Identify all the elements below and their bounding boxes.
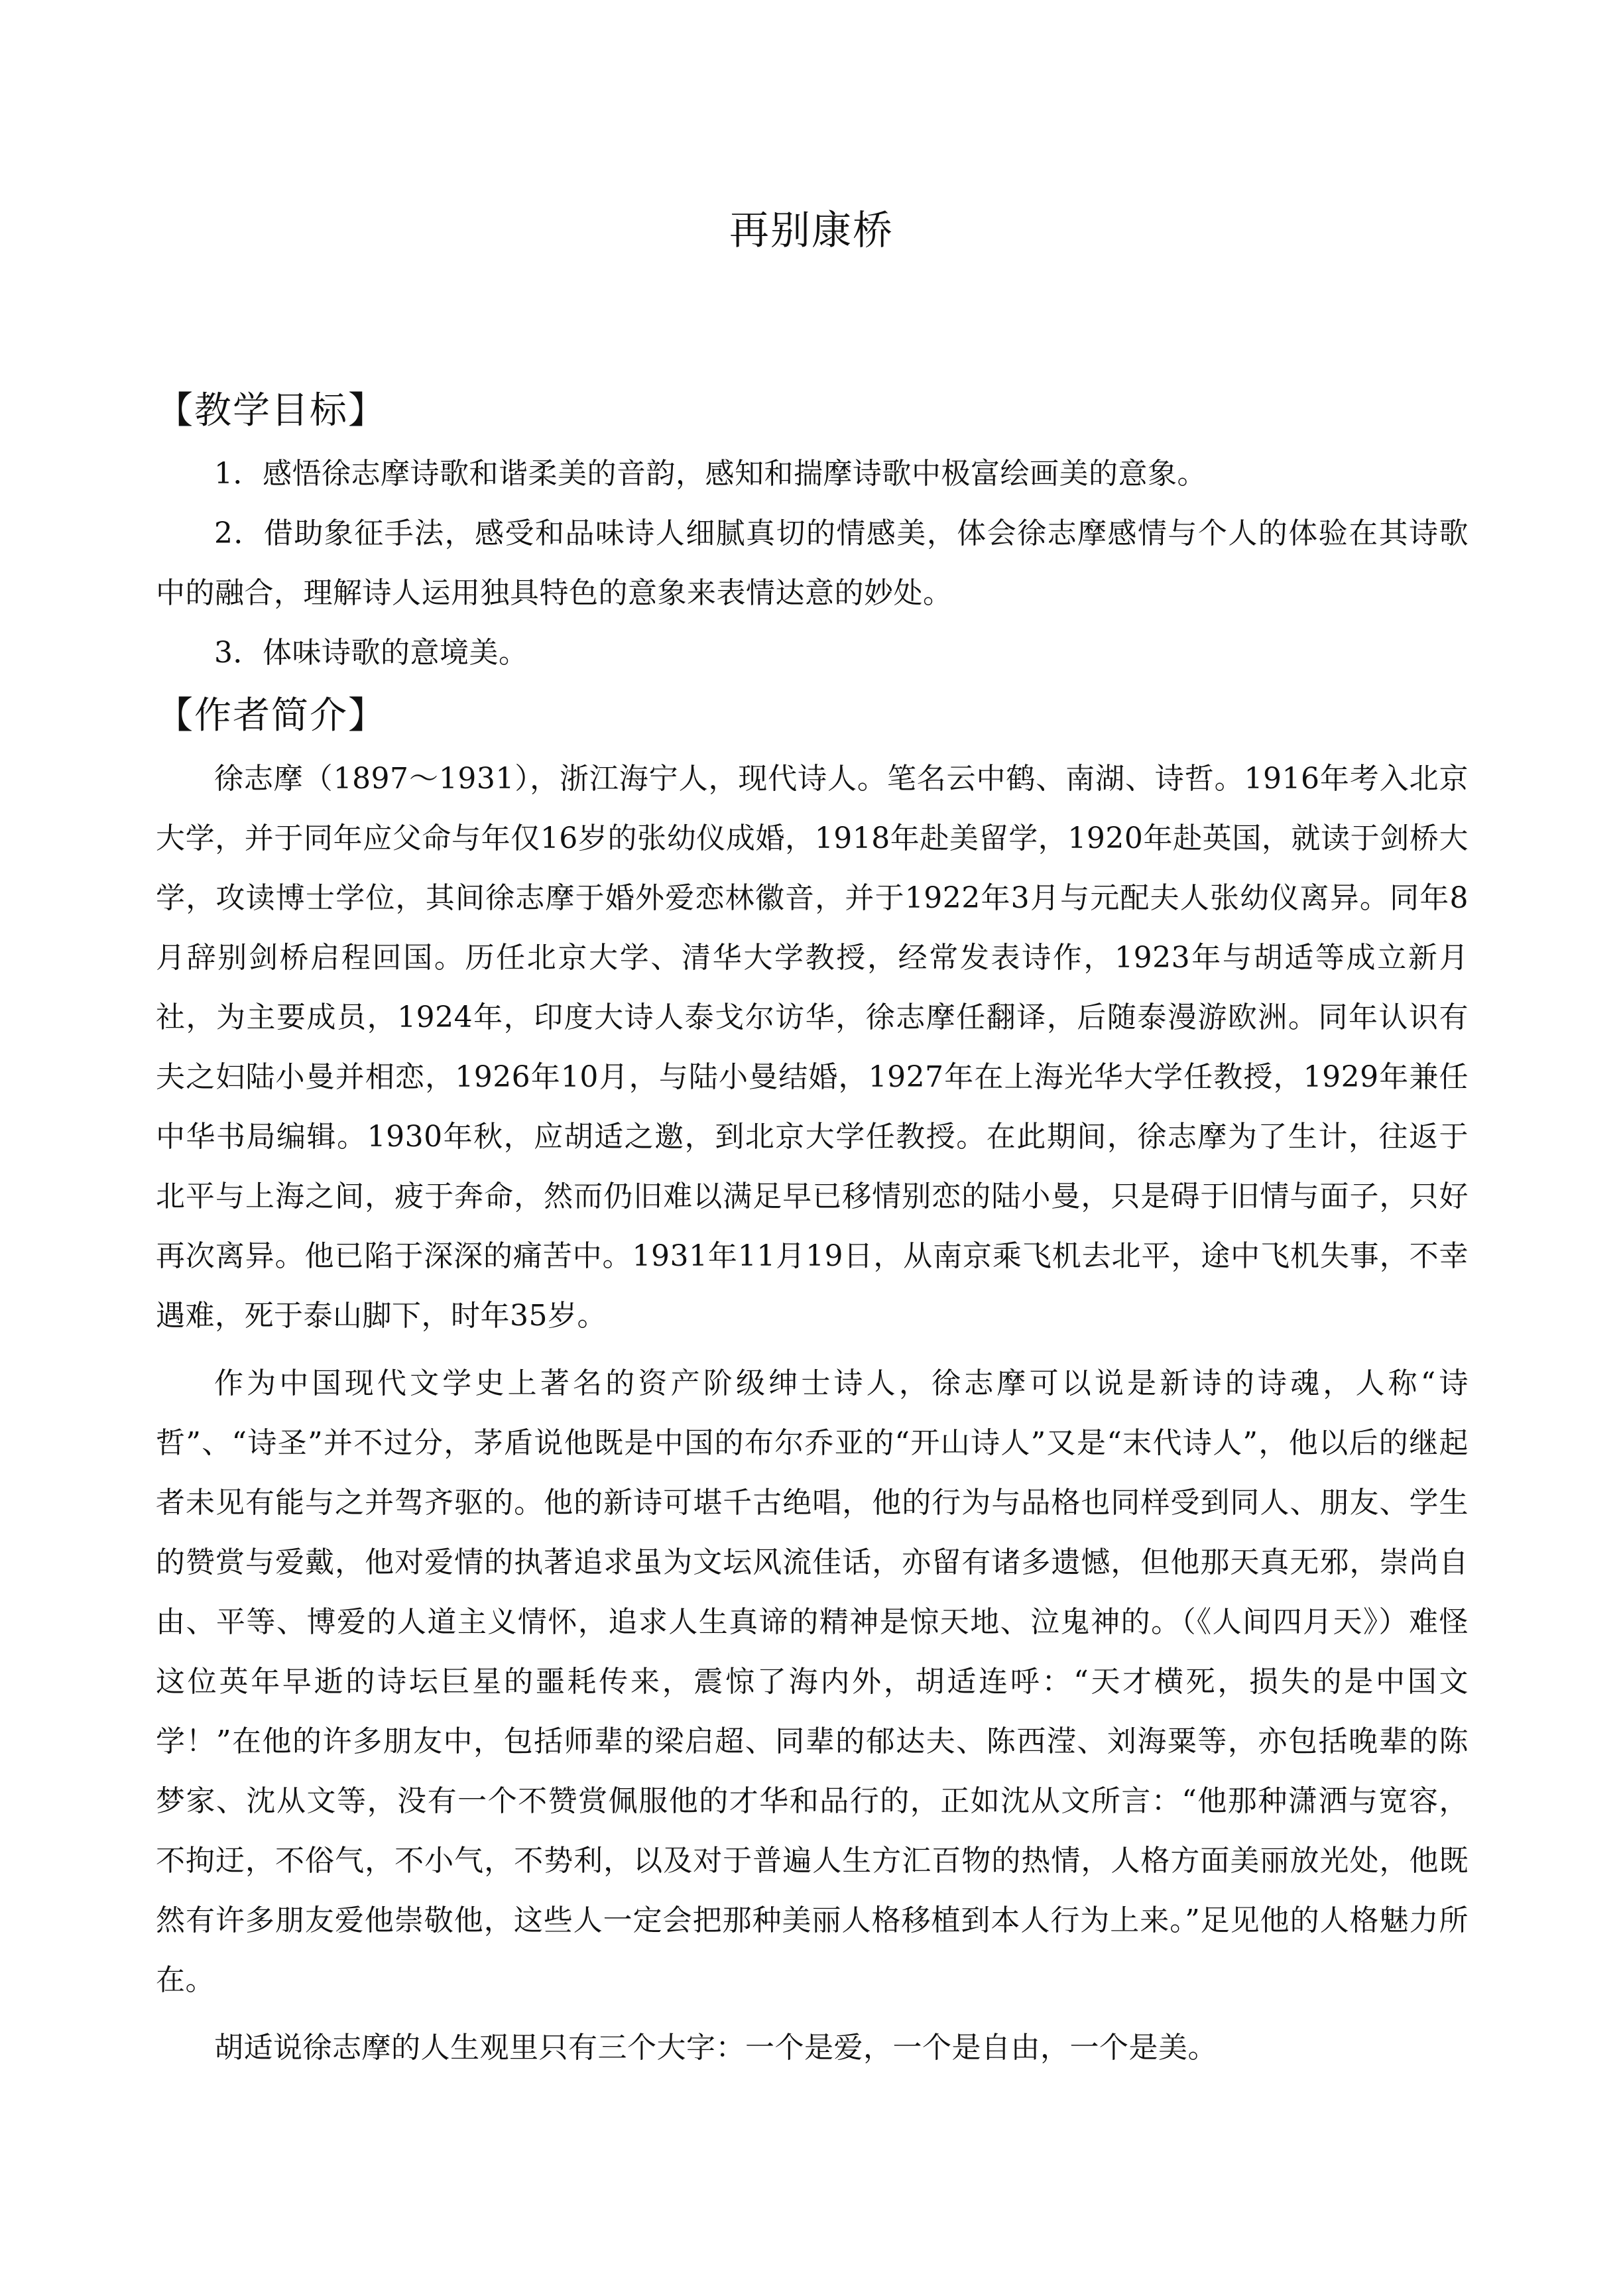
author-paragraph: 胡适说徐志摩的人生观里只有三个大字：一个是爱，一个是自由，一个是美。 [214, 2031, 1217, 2065]
section-heading-objectives: 【教学目标】 [156, 389, 387, 432]
author-paragraph: 作为中国现代文学史上著名的资产阶级绅士诗人，徐志摩可以说是新诗的诗魂，人称“诗哲”、“诗圣”并不过分，茅盾说他既是中国的布尔乔亚的“开山诗人”又是“末代诗人”，他以后的继起者未见有能与之并驾齐驱的。他的新诗可堪千古绝唱，他的行为与品格也同样受到同人、朋友、学生的赞赏与爱戴，他对爱情的执著追求虽为文坛风流佳话，亦留有诸多遗憾，但他那天真无邪，崇尚自由、平等、博爱的人道主义情怀，追求人生真谛的精神是惊天地、泣鬼神的。（《人间四月天》）难怪这位英年早逝的诗坛巨星的噩耗传来，震惊了海内外，胡适连呼：“天才横死，损失的是中国文学！”在他的许多朋友中，包括师辈的梁启超、同辈的郁达夫、陈西滢、刘海粟等，亦包括晚辈的陈梦家、沈从文等，没有一个不赞赏佩服他的才华和品行的，正如沈从文所言：“他那种潇洒与宽容，不拘迂，不俗气，不小气，不势利，以及对于普遍人生方汇百物的热情，人格方面美丽放光处，他既然有许多朋友爱他崇敬他，这些人一定会把那种美丽人格移植到本人行为上来。”足见他的人格魅力所在。 [156, 1366, 1469, 1997]
document-title: 再别康桥 [729, 208, 894, 254]
section-heading-author: 【作者简介】 [156, 694, 387, 737]
objective-item: 1．感悟徐志摩诗歌和谐柔美的音韵，感知和揣摩诗歌中极富绘画美的意象。 [214, 457, 1207, 491]
objective-item: 2．借助象征手法，感受和品味诗人细腻真切的情感美，体会徐志摩感情与个人的体验在其诗歌中的融合，理解诗人运用独具特色的意象来表情达意的妙处。 [156, 516, 1469, 610]
objective-item: 3．体味诗歌的意境美。 [214, 636, 528, 670]
document-body [156, 378, 1469, 2078]
author-paragraph: 徐志摩（1897～1931），浙江海宁人，现代诗人。笔名云中鹤、南湖、诗哲。1916年考入北京大学，并于同年应父命与年仅16岁的张幼仪成婚，1918年赴美留学，1920年赴英国，就读于剑桥大学，攻读博士学位，其间徐志摩于婚外爱恋林徽音，并于1922年3月与元配夫人张幼仪离异。同年8月辞别剑桥启程回国。历任北京大学、清华大学教授，经常发表诗作，1923年与胡适等成立新月社，为主要成员，1924年，印度大诗人泰戈尔访华，徐志摩任翻译，后随泰漫游欧洲。同年认识有夫之妇陆小曼并相恋，1926年10月，与陆小曼结婚，1927年在上海光华大学任教授，1929年兼任中华书局编辑。1930年秋，应胡适之邀，到北京大学任教授。在此期间，徐志摩为了生计，往返于北平与上海之间，疲于奔命，然而仍旧难以满足早已移情别恋的陆小曼，只是碍于旧情与面子，只好再次离异。他已陷于深深的痛苦中。1931年11月19日，从南京乘飞机去北平，途中飞机失事，不幸遇难，死于泰山脚下，时年35岁。 [156, 762, 1469, 1333]
